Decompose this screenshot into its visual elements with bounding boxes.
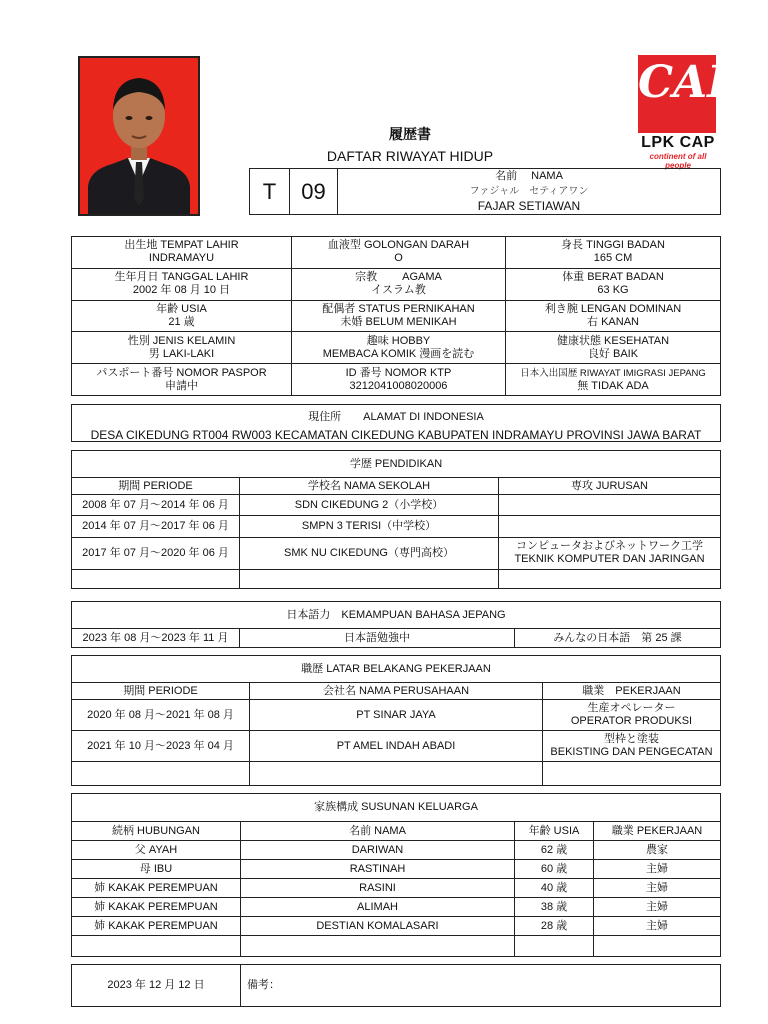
birthplace-cell xyxy=(72,237,292,269)
family-relation: 母 IBU xyxy=(72,860,241,879)
height-value: 165 CM xyxy=(593,252,633,265)
logo-name: LPK CAP xyxy=(641,134,715,151)
work-period: 2021 年 10 月～2023 年 04 月 xyxy=(72,731,250,762)
work-header-job: 職業 PEKERJAAN xyxy=(543,683,721,700)
family-age: 40 歳 xyxy=(515,879,594,898)
table-row xyxy=(72,841,721,860)
height-cell xyxy=(506,237,721,269)
work-title: 職歴 LATAR BELAKANG PEKERJAAN xyxy=(72,656,721,683)
family-title: 家族構成 SUSUNAN KELUARGA xyxy=(72,794,721,822)
work-period: 2020 年 08 月～2021 年 08 月 xyxy=(72,700,250,731)
marital-cell xyxy=(292,300,506,332)
table-row xyxy=(72,898,721,917)
family-name: RASTINAH xyxy=(241,860,515,879)
hand-value: 右 KANAN xyxy=(587,315,639,328)
name-kana: ファジャル セティアワン xyxy=(338,185,721,199)
table-row xyxy=(72,731,721,762)
education-header-school: 学校名 NAMA SEKOLAH xyxy=(240,478,499,495)
family-job: 主婦 xyxy=(594,879,721,898)
job-jp: 型枠と塗装 xyxy=(604,733,659,745)
immigration-label: 日本入出国歴 RIWAYAT IMIGRASI JEPANG xyxy=(520,367,706,379)
hobby-cell xyxy=(292,332,506,364)
gender-value: 男 LAKI-LAKI xyxy=(148,347,215,360)
passport-cell xyxy=(72,364,292,396)
age-label: 年齢 USIA xyxy=(156,302,207,315)
lpk-cap-logo xyxy=(638,55,741,170)
family-header-age: 年齢 USIA xyxy=(515,822,594,841)
table-row-empty xyxy=(72,569,721,588)
dob-cell xyxy=(72,268,292,300)
major-id: TEKNIK KOMPUTER DAN JARINGAN xyxy=(514,553,705,566)
height-label: 身長 TINGGI BADAN xyxy=(561,239,665,252)
education-table xyxy=(71,450,721,589)
education-school: SDN CIKEDUNG 2（小学校） xyxy=(240,495,499,516)
religion-label: 宗教 AGAMA xyxy=(355,271,442,284)
family-header-relation: 続柄 HUBUNGAN xyxy=(72,822,241,841)
education-major xyxy=(499,537,721,569)
title-indonesian: DAFTAR RIWAYAT HIDUP xyxy=(326,148,494,164)
family-age: 38 歳 xyxy=(515,898,594,917)
immigration-cell xyxy=(506,364,721,396)
family-header-job: 職業 PEKERJAAN xyxy=(594,822,721,841)
birthplace-value: INDRAMAYU xyxy=(148,252,215,265)
weight-label: 体重 BERAT BADAN xyxy=(562,271,664,284)
table-row xyxy=(72,495,721,516)
table-row xyxy=(72,879,721,898)
immigration-value: 無 TIDAK ADA xyxy=(577,379,649,392)
family-relation: 姉 KAKAK PEREMPUAN xyxy=(72,917,241,936)
footer-table xyxy=(71,964,721,1007)
work-job xyxy=(543,700,721,731)
table-row xyxy=(72,516,721,537)
work-company: PT SINAR JAYA xyxy=(250,700,543,731)
passport-label: パスポート番号 NOMOR PASPOR xyxy=(96,366,267,379)
ktp-label: ID 番号 NOMOR KTP xyxy=(345,366,452,379)
address-value: DESA CIKEDUNG RT004 RW003 KECAMATAN CIKEDUNG KABUPATEN INDRAMAYU PROVINSI JAWA BARAT xyxy=(90,428,702,442)
family-age: 60 歳 xyxy=(515,860,594,879)
family-name: DARIWAN xyxy=(241,841,515,860)
name-code-table xyxy=(249,168,721,215)
footer-date: 2023 年 12 月 12 日 xyxy=(72,965,241,1007)
education-period: 2008 年 07 月～2014 年 06 月 xyxy=(72,495,240,516)
education-major xyxy=(499,495,721,516)
family-job: 主婦 xyxy=(594,898,721,917)
family-job: 主婦 xyxy=(594,917,721,936)
code-letter: T xyxy=(250,169,290,215)
family-age: 62 歳 xyxy=(515,841,594,860)
table-row xyxy=(72,917,721,936)
name-value: FAJAR SETIAWAN xyxy=(338,199,721,215)
address-box xyxy=(71,404,721,442)
dob-label: 生年月日 TANGGAL LAHIR xyxy=(114,271,249,284)
gender-cell xyxy=(72,332,292,364)
major-jp: コンピュータおよびネットワーク工学 xyxy=(516,540,703,553)
age-value: 21 歳 xyxy=(168,315,195,328)
logo-mark-text: CAP xyxy=(638,57,741,108)
marital-value: 未婚 BELUM MENIKAH xyxy=(340,315,457,328)
health-label: 健康状態 KESEHATAN xyxy=(556,334,670,347)
name-label: 名前 NAMA xyxy=(338,169,721,185)
work-table xyxy=(71,655,721,786)
person-portrait-icon xyxy=(80,58,198,214)
family-header-name: 名前 NAMA xyxy=(241,822,515,841)
dob-value: 2002 年 08 月 10 日 xyxy=(132,284,231,297)
table-row xyxy=(72,537,721,569)
education-header-major: 専攻 JURUSAN xyxy=(499,478,721,495)
work-job xyxy=(543,731,721,762)
title-japanese: 履歴書 xyxy=(389,126,431,142)
hand-cell xyxy=(506,300,721,332)
family-relation: 姉 KAKAK PEREMPUAN xyxy=(72,879,241,898)
family-name: RASINI xyxy=(241,879,515,898)
table-row-empty xyxy=(72,936,721,957)
education-title: 学歴 PENDIDIKAN xyxy=(72,451,721,478)
education-major xyxy=(499,516,721,537)
religion-value: イスラム教 xyxy=(371,284,426,297)
language-period: 2023 年 08 月～2023 年 11 月 xyxy=(72,629,240,648)
religion-cell xyxy=(292,268,506,300)
language-status: 日本語勉強中 xyxy=(240,629,515,648)
family-job: 主婦 xyxy=(594,860,721,879)
weight-cell xyxy=(506,268,721,300)
education-school: SMPN 3 TERISI（中学校） xyxy=(240,516,499,537)
ktp-value: 3212041008020006 xyxy=(349,379,448,392)
family-age: 28 歳 xyxy=(515,917,594,936)
language-table xyxy=(71,601,721,648)
education-school: SMK NU CIKEDUNG（専門高校） xyxy=(240,537,499,569)
address-label: 現住所 ALAMAT DI INDONESIA xyxy=(308,411,484,423)
education-period: 2014 年 07 月～2017 年 06 月 xyxy=(72,516,240,537)
health-value: 良好 BAIK xyxy=(587,347,639,360)
education-period: 2017 年 07 月～2020 年 06 月 xyxy=(72,537,240,569)
blood-label: 血液型 GOLONGAN DARAH xyxy=(327,239,470,252)
birthplace-label: 出生地 TEMPAT LAHIR xyxy=(124,239,239,252)
marital-label: 配偶者 STATUS PERNIKAHAN xyxy=(322,302,475,315)
hobby-label: 趣味 HOBBY xyxy=(366,334,431,347)
age-cell xyxy=(72,300,292,332)
ktp-cell xyxy=(292,364,506,396)
education-header-period: 期間 PERIODE xyxy=(72,478,240,495)
blood-cell xyxy=(292,237,506,269)
work-header-period: 期間 PERIODE xyxy=(72,683,250,700)
family-name: ALIMAH xyxy=(241,898,515,917)
passport-value: 申請中 xyxy=(165,379,198,392)
hand-label: 利き腕 LENGAN DOMINAN xyxy=(544,302,682,315)
health-cell xyxy=(506,332,721,364)
hobby-value: MEMBACA KOMIK 漫画を読む xyxy=(322,347,475,360)
table-row-empty xyxy=(72,762,721,786)
code-number: 09 xyxy=(290,169,338,215)
table-row xyxy=(72,700,721,731)
work-company: PT AMEL INDAH ABADI xyxy=(250,731,543,762)
profile-photo xyxy=(78,56,200,216)
job-id: OPERATOR PRODUKSI xyxy=(570,715,693,727)
personal-info-table xyxy=(71,236,721,396)
language-title: 日本語力 KEMAMPUAN BAHASA JEPANG xyxy=(72,602,721,629)
blood-value: O xyxy=(394,252,403,265)
family-relation: 姉 KAKAK PEREMPUAN xyxy=(72,898,241,917)
remarks-label: 備考： xyxy=(241,965,721,1007)
language-level: みんなの日本語 第 25 課 xyxy=(515,629,721,648)
logo-tagline: continent of all people xyxy=(649,152,707,170)
weight-value: 63 KG xyxy=(597,284,629,297)
job-id: BEKISTING DAN PENGECATAN xyxy=(550,746,713,758)
gender-label: 性別 JENIS KELAMIN xyxy=(127,334,236,347)
job-jp: 生産オペレーター xyxy=(587,702,676,714)
family-name: DESTIAN KOMALASARI xyxy=(241,917,515,936)
table-row xyxy=(72,860,721,879)
family-job: 農家 xyxy=(594,841,721,860)
family-relation: 父 AYAH xyxy=(72,841,241,860)
family-table xyxy=(71,793,721,957)
work-header-company: 会社名 NAMA PERUSAHAAN xyxy=(250,683,543,700)
